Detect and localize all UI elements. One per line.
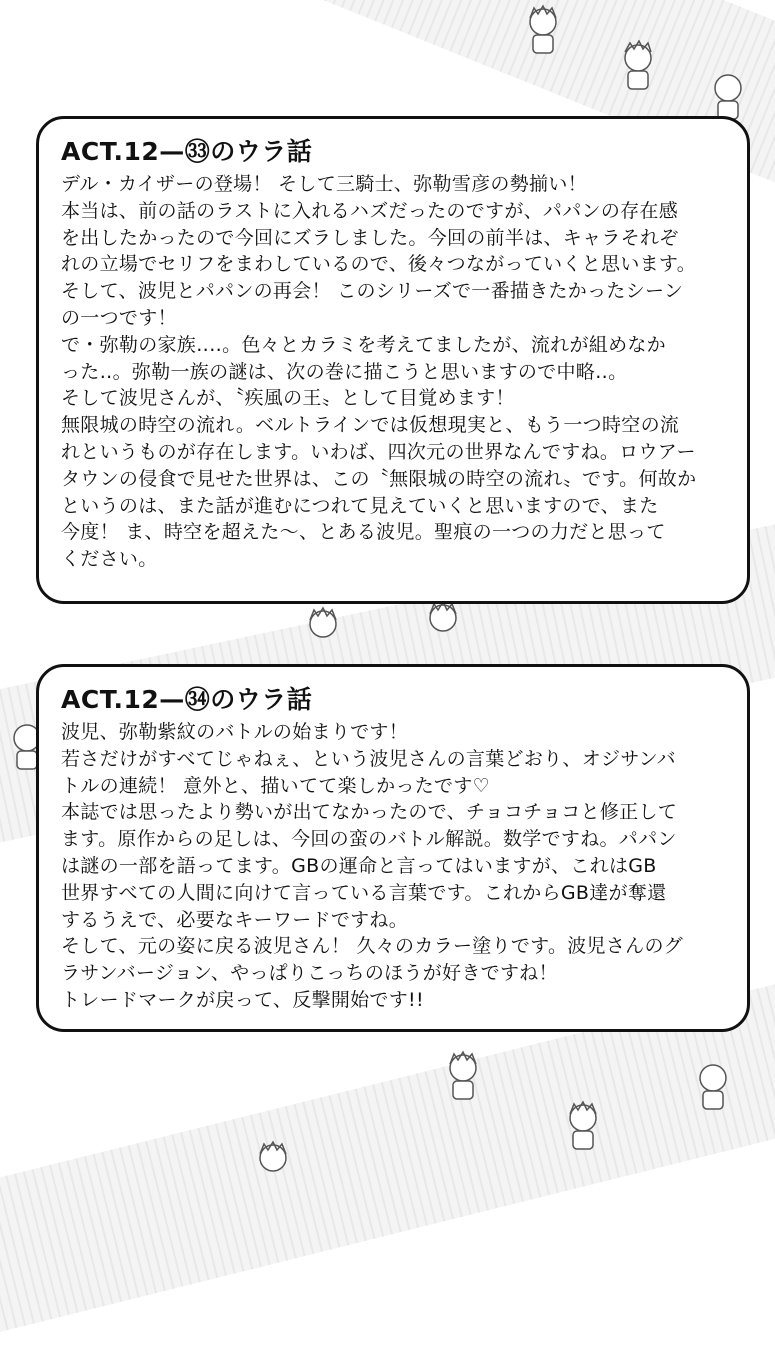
section-title: ACT.12—㉞のウラ話 <box>61 685 313 714</box>
text-line: トレードマークが戻って、反撃開始です!! <box>61 988 424 1011</box>
section-title: ACT.12—㉝のウラ話 <box>61 137 313 166</box>
text-line: タウンの侵食で見せた世界は、この〝無限城の時空の流れ〟です。何故か <box>61 467 697 490</box>
text-line: そして波児さんが、〝疾風の王〟として目覚めます！ <box>61 387 515 410</box>
character-doodle-icon <box>560 1100 606 1154</box>
text-line: するうえで、必要なキーワードですね。 <box>61 908 409 931</box>
character-doodle-icon <box>420 600 466 654</box>
text-line: 無限城の時空の流れ。ベルトラインでは仮想現実と、もう一つ時空の流 <box>61 414 680 437</box>
commentary-box-act12-33 <box>36 116 750 604</box>
text-line: 本当は、前の話のラストに入れるハズだったのですが、パパンの存在感 <box>61 199 679 222</box>
text-line: というのは、また話が進むにつれて見えていくと思いますので、また <box>61 494 659 517</box>
text-line: 今度！ ま、時空を超えた〜、とある波児。聖痕の一つの力だと思って <box>61 521 666 544</box>
text-line: で・弥勒の家族‥‥。色々とカラミを考えてましたが、流れが組めなか <box>61 333 666 356</box>
character-doodle-icon <box>300 606 346 660</box>
character-doodle-icon <box>615 40 661 94</box>
text-line: った‥。弥勒一族の謎は、次の巻に描こうと思いますので中略‥。 <box>61 360 628 383</box>
character-doodle-icon <box>440 1050 486 1104</box>
text-line: そして、波児とパパンの再会！ このシリーズで一番描きたかったシーン <box>61 280 684 303</box>
text-line: ください。 <box>61 548 158 571</box>
text-line: そして、元の姿に戻る波児さん！ 久々のカラー塗りです。波児さんのグ <box>61 935 684 958</box>
text-line: デル・カイザーの登場！ そして三騎士、弥勒雪彦の勢揃い！ <box>61 173 587 195</box>
text-line: の一つです！ <box>61 306 177 329</box>
text-line: ます。原作からの足しは、今回の蛮のバトル解説。数学ですね。パパン <box>61 828 677 851</box>
text-line: を出したかったので今回にズラしました。今回の前半は、キャラそれぞ <box>61 226 679 249</box>
text-line: れの立場でセリフをまわしているので、後々つながっていくと思います。 <box>61 253 697 276</box>
character-doodle-icon <box>520 4 566 58</box>
text-line: 世界すべての人間に向けて言っている言葉です。これからGB達が奪還 <box>61 881 667 904</box>
commentary-box-act12-34 <box>36 664 750 1032</box>
character-doodle-icon <box>690 1060 736 1114</box>
character-doodle-icon <box>250 1140 296 1194</box>
text-line: れというものが存在します。いわば、四次元の世界なんですね。ロウアー <box>61 440 696 463</box>
text-line: は謎の一部を語ってます。GBの運命と言ってはいますが、これはGB <box>61 854 657 877</box>
text-line: トルの連続！ 意外と、描いてて楽しかったです♡ <box>61 774 490 797</box>
text-line: 本誌では思ったより勢いが出てなかったので、チョコチョコと修正して <box>61 801 678 824</box>
text-line: 若さだけがすべてじゃねぇ、という波児さんの言葉どおり、オジサンバ <box>61 747 676 770</box>
text-line: 波児、弥勒紫紋のバトルの始まりです！ <box>61 721 409 743</box>
text-line: ラサンバージョン、やっぱりこっちのほうが好きですね！ <box>61 962 558 985</box>
